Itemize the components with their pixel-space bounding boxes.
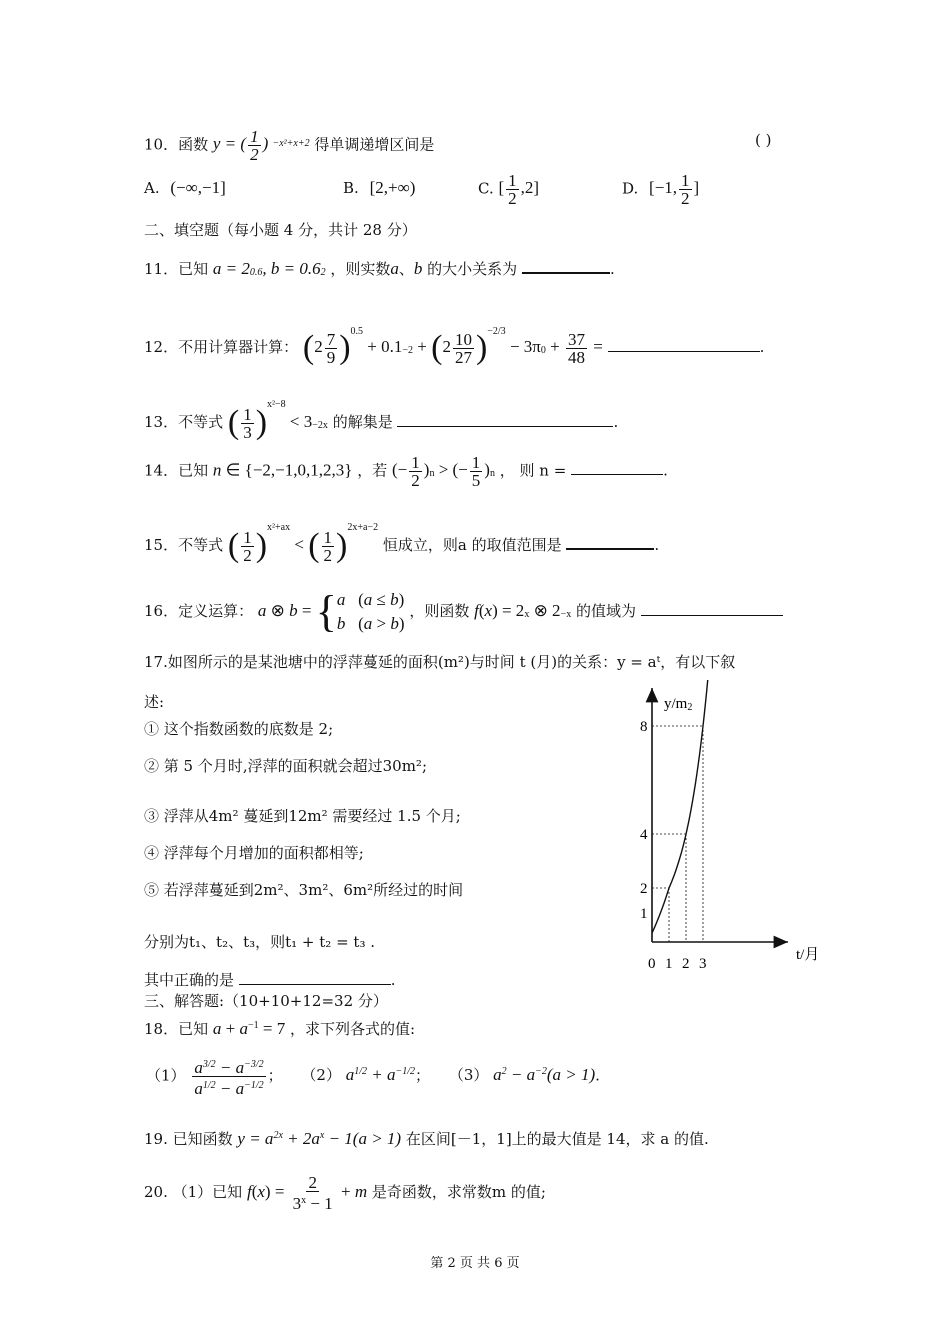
q12-answer-blank[interactable] [608, 335, 760, 352]
q10-suffix: 得单调递增区间是 [314, 135, 435, 154]
q17-statement-5-cont: 分别为t₁、t₂、t₃，则t₁ + t₂ = t₃ . [144, 933, 375, 951]
y-tick-label: 2 [640, 881, 648, 897]
q10-answer-paren: ( ) [755, 131, 772, 149]
growth-curve [652, 680, 708, 933]
x-tick-label: 1 [665, 956, 673, 972]
question-15: 15．不等式 ( $\frac{1}{2}$ )$^{x^2+ax}$ < ( $\frac{1}{2}$ )$^{2x+a-2}$ 恒成立，则a 的取值范围是 . [144, 522, 660, 565]
y-tick-label: 1 [640, 906, 648, 922]
question-13: 13．不等式 ( $\frac{1}{3}$ )$^{x^2-8} < 3^{-2x}$ 的解集是 . [144, 399, 619, 442]
question-11: 11．已知 $a = 2^{0.6}$, $b = 0.6^2$ ，则实数a、b 的大小关系为 . [144, 256, 615, 283]
section-2-heading: 二、填空题（每小题 4 分，共计 28 分） [144, 221, 417, 239]
question-20: 20. （1）已知 f(x) = $\frac{2}{3^x - 1}$ + m 是奇函数，求常数m 的值; [144, 1173, 546, 1213]
x-tick-labels [648, 956, 707, 972]
q17-statement-5: ⑤ 若浮萍蔓延到2m²、3m²、6m²所经过的时间 [144, 881, 464, 899]
question-17-stem: 17.如图所示的是某池塘中的浮萍蔓延的面积(m²)与时间 t (月)的关系：y = aᵗ，有以下叙 [144, 653, 736, 671]
x-tick-label: 3 [699, 956, 707, 972]
x-axis-label: t/月 [796, 947, 820, 963]
q10-option-b: B. [2,+∞) [343, 178, 416, 197]
q11-answer-blank[interactable] [522, 256, 610, 274]
y-tick-label: 8 [640, 719, 648, 735]
q17-statement-2: ② 第 5 个月时,浮萍的面积就会超过30m²; [144, 757, 427, 775]
x-tick-label: 2 [682, 956, 690, 972]
q14-answer-blank[interactable] [571, 458, 663, 475]
q10-option-d: D. [−1, $\frac{1}{2}$ ] [622, 171, 700, 208]
question-18-parts: （1） $\frac{a^{3/2} - a^{-3/2}}{a^{1/2} - a^{-1/2}}$ ； （2） $a^{1/2} + a^{-1/2}$； （3） $a^2 - a^{-2}(a > 1)$. [146, 1058, 600, 1098]
question-12: 12．不用计算器计算： (2 $\frac{7}{9}$ )$^{0.5} + 0.1^{-2} + (2$ $\frac{10}{27}$ )$^{-2/3} - 3\pi^0$ + $\frac{37}{48}$ = . [144, 326, 765, 367]
question-19: 19. 已知函数 $y = a^{2x} + 2a^x - 1(a > 1)$ 在区间[－1，1]上的最大值是 14，求 a 的值. [144, 1129, 709, 1148]
guide-lines [652, 726, 703, 942]
question-18: 18．已知 $a + a^{-1} = 7$ ，求下列各式的值: [144, 1019, 416, 1038]
q10-prefix: 10．函数 [144, 135, 209, 154]
q13-answer-blank[interactable] [397, 410, 613, 427]
q17-statement-1: ① 这个指数函数的底数是 2; [144, 720, 334, 738]
question-16: 16．定义运算： a ⊗ b = { a (a ≤ b) b (a > b) ，则函数 $f(x) = 2^x$ ⊗ $2^{-x}$ 的值域为 [144, 588, 783, 636]
q17-answer-line: 其中正确的是 . [144, 968, 396, 990]
q17-statement-3: ③ 浮萍从4m² 蔓延到12m² 需要经过 1.5 个月; [144, 807, 461, 825]
q10-option-c: C. [ $\frac{1}{2}$ ,2] [478, 171, 540, 208]
q10-option-a: A. (−∞,−1] [144, 178, 226, 197]
q17-answer-blank[interactable] [239, 968, 391, 985]
y-tick-label: 4 [640, 827, 648, 843]
question-14: 14．已知 n ∈ {−2,−1,0,1,2,3} ，若 (− $\frac{1}{2}$ )$^n$ > (− $\frac{1}{5}$ )$^n$ ， 则 n = . [144, 453, 668, 490]
growth-graph [630, 680, 830, 980]
q16-answer-blank[interactable] [641, 599, 783, 616]
question-10 [144, 128, 434, 163]
x-tick-label: 0 [648, 956, 656, 972]
page-footer: 第 2 页 共 6 页 [430, 1256, 520, 1271]
question-17-stem-cont: 述: [144, 693, 165, 711]
section-3-heading: 三、解答题:（10+10+12=32 分） [144, 992, 388, 1010]
q15-answer-blank[interactable] [566, 532, 654, 550]
y-tick-labels [640, 719, 648, 922]
q10-formula: y = ( $\frac{1}{2}$ ) $^{-x^2+x+2}$ [212, 127, 310, 164]
q17-statement-4: ④ 浮萍每个月增加的面积都相等; [144, 844, 364, 862]
y-axis-label: y/m2 [664, 696, 693, 713]
